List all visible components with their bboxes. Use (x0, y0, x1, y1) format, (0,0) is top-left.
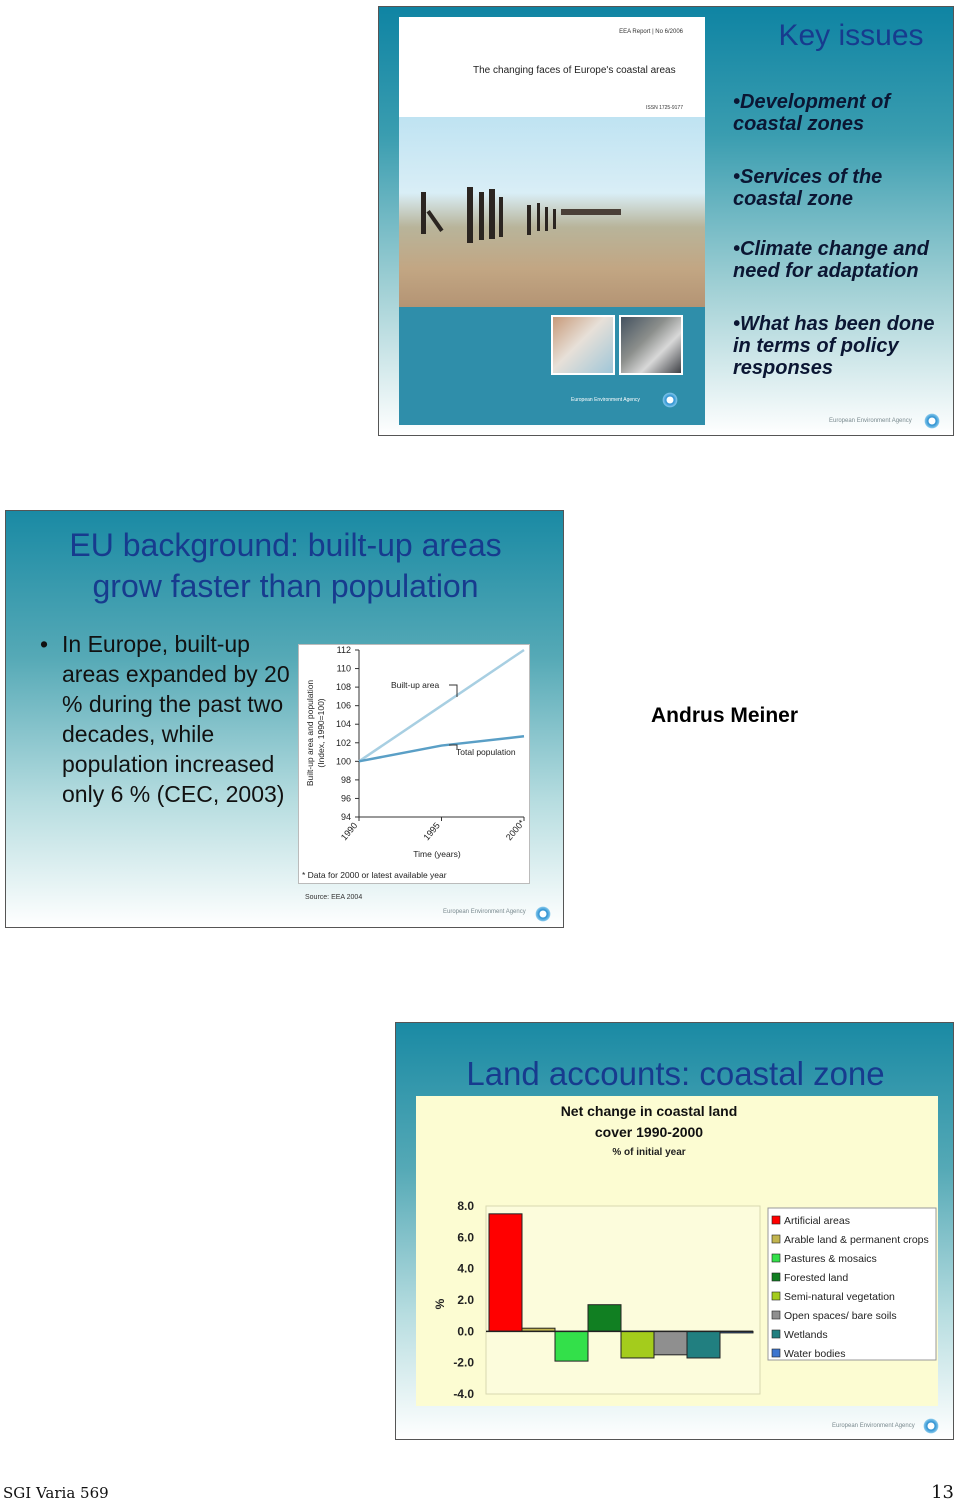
y-tick-label: 106 (335, 700, 351, 711)
series-label: Built-up area (391, 680, 440, 690)
legend-swatch (772, 1311, 780, 1319)
bar-wetlands (687, 1331, 720, 1358)
cover-isbn: ISSN 1725-9177 (646, 105, 683, 111)
y-tick-label: 94 (340, 812, 351, 822)
cover-band (399, 307, 705, 425)
footer-page-number: 13 (931, 1482, 954, 1503)
y-axis-title: Built-up area and population (305, 679, 315, 787)
x-tick-label: 2000* (503, 817, 527, 843)
legend-swatch (772, 1330, 780, 1338)
legend-label: Pastures & mosaics (784, 1253, 877, 1265)
bullet-text: In Europe, built-up areas expanded by 20 % during the past two decades, while population increased only 6 % (CEC, 2003) (62, 631, 290, 807)
bar-forested-land (588, 1305, 621, 1332)
y-tick-label: 96 (340, 793, 351, 804)
chart-title-line: Net change in coastal land (560, 1103, 738, 1119)
report-cover (399, 17, 705, 425)
author-name: Andrus Meiner (651, 704, 799, 727)
bullet-item: •Services of the coastal zone (733, 166, 883, 210)
legend-label: Open spaces/ bare soils (784, 1310, 897, 1322)
eea-logo-icon (534, 905, 552, 923)
eea-logo-icon (923, 412, 941, 430)
y-tick-label: -2.0 (453, 1355, 474, 1370)
footer-publication: SGI Varia 569 (3, 1484, 109, 1502)
y-tick-label: 104 (335, 719, 351, 730)
cover-thumb-pollution (619, 315, 683, 375)
slide-title-line: grow faster than population (92, 568, 479, 604)
slide-title: Key issues (778, 19, 924, 52)
cover-thumb-bathers (551, 315, 615, 375)
slide-eu-background (5, 510, 564, 928)
y-tick-label: 112 (336, 645, 351, 655)
legend-swatch (772, 1235, 780, 1243)
bar-chart-panel (416, 1096, 938, 1406)
slide-footer-agency: European Environment Agency (829, 418, 912, 424)
cover-photo-sea-posts (399, 117, 705, 307)
eea-logo-icon (922, 1417, 940, 1435)
cover-header (399, 17, 705, 112)
y-tick-label: 0.0 (457, 1324, 474, 1339)
y-tick-label: 108 (335, 682, 351, 693)
bullet-item (40, 629, 290, 809)
y-tick-label: -4.0 (453, 1387, 474, 1401)
bar-artificial-areas (489, 1214, 522, 1332)
bar-open-spaces-bare-soils (654, 1331, 687, 1354)
bullet-item: •What has been done in terms of policy responses (733, 313, 935, 379)
y-tick-label: 2.0 (457, 1293, 474, 1307)
y-tick-label: 102 (335, 737, 351, 748)
y-tick-label: 6.0 (457, 1230, 474, 1245)
bullet-item: •Climate change and need for adaptation (733, 238, 929, 282)
x-tick-label: 1990 (338, 820, 360, 843)
legend-label: Wetlands (784, 1329, 828, 1341)
legend-label: Semi-natural vegetation (784, 1291, 895, 1303)
cover-title: The changing faces of Europe's coastal areas (473, 65, 676, 76)
cover-series: EEA Report | No 6/2006 (619, 29, 683, 35)
bullet-dot: • (40, 631, 49, 657)
y-axis-title: % (433, 1298, 447, 1310)
bar-semi-natural-vegetation (621, 1331, 654, 1358)
slide-footer-agency: European Environment Agency (832, 1423, 915, 1429)
slide-footer-agency: European Environment Agency (443, 909, 526, 915)
slide-key-issues (378, 6, 954, 436)
legend-label: Arable land & permanent crops (784, 1234, 929, 1246)
line-chart (298, 644, 530, 884)
bar-pastures-mosaics (555, 1331, 588, 1361)
series-label: Total population (456, 747, 516, 757)
y-tick-label: 98 (340, 774, 351, 785)
legend-label: Artificial areas (784, 1215, 850, 1227)
bar-chart-svg (416, 1096, 938, 1406)
legend-label: Forested land (784, 1272, 849, 1284)
line-chart-svg (299, 645, 529, 883)
chart-footnote: * Data for 2000 or latest available year (302, 870, 447, 880)
chart-source: Source: EEA 2004 (305, 894, 363, 901)
y-axis-title: (Index, 1990=100) (316, 698, 326, 768)
y-tick-label: 8.0 (457, 1199, 474, 1213)
x-tick-label: 1995 (421, 820, 442, 843)
y-tick-label: 4.0 (457, 1261, 474, 1276)
bullet-item: •Development of coastal zones (733, 91, 891, 135)
slide-land-accounts (395, 1022, 954, 1440)
legend-swatch (772, 1273, 780, 1281)
x-axis-title: Time (years) (413, 849, 461, 859)
legend-swatch (772, 1254, 780, 1262)
legend-swatch (772, 1349, 780, 1357)
eea-logo-icon (661, 391, 679, 409)
y-tick-label: 110 (336, 663, 351, 674)
legend-swatch (772, 1292, 780, 1300)
slide-title-line: EU background: built-up areas (69, 527, 502, 563)
chart-title-line: cover 1990-2000 (594, 1124, 704, 1140)
plot-area (486, 1206, 760, 1394)
slide-title (6, 525, 564, 607)
cover-agency: European Environment Agency (571, 397, 640, 403)
slide-title: Land accounts: coastal zone (466, 1055, 885, 1092)
legend-label: Water bodies (784, 1348, 846, 1360)
legend-swatch (772, 1216, 780, 1224)
y-tick-label: 100 (335, 756, 351, 767)
chart-subtitle: % of initial year (612, 1147, 686, 1158)
bullet-list (733, 91, 953, 410)
